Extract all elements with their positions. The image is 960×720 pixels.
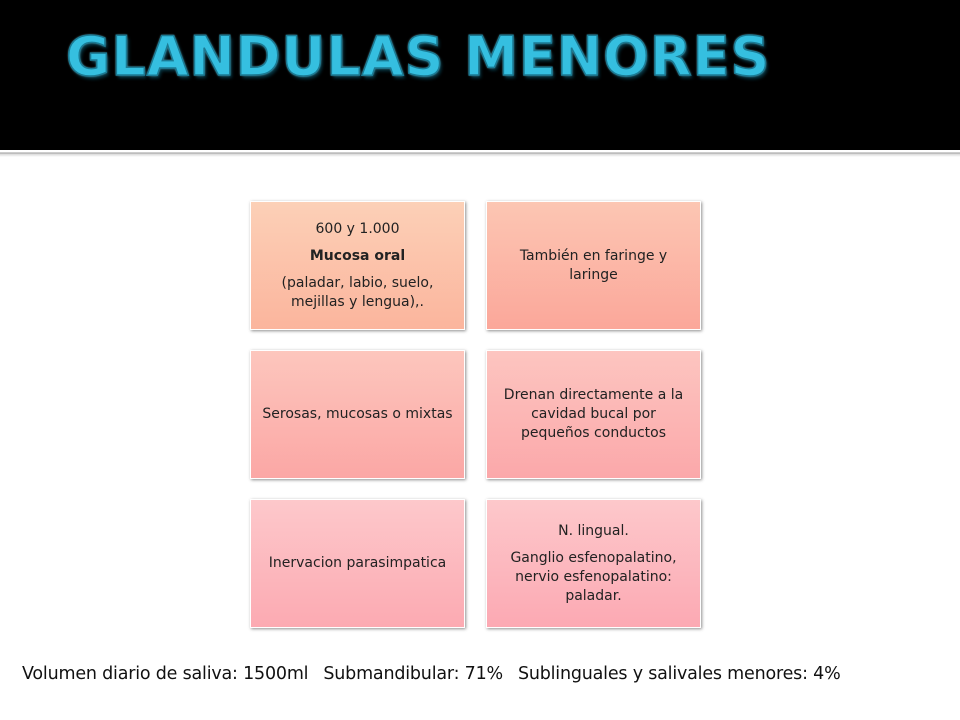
submandibular-text: Submandibular: 71%: [323, 664, 503, 684]
title-banner: [0, 0, 960, 150]
box-innervation: [250, 499, 465, 628]
daily-volume-text: Volumen diario de saliva: 1500ml: [22, 664, 309, 684]
box-text: También en faringe y laringe: [519, 247, 668, 283]
box-drainage: [486, 350, 701, 479]
box-text: Mucosa oral: [309, 247, 406, 264]
box-secretion-type: [250, 350, 465, 479]
box-text: (paladar, labio, suelo, mejillas y lengua),.: [281, 274, 434, 310]
box-nerves: [486, 499, 701, 628]
slide-title: GLANDULAS MENORES: [66, 25, 771, 88]
box-pharynx-larynx: [486, 201, 701, 330]
sublingual-text: Sublinguales y salivales menores: 4%: [517, 664, 841, 684]
saliva-stats: [22, 664, 952, 684]
box-text: N. lingual.: [558, 522, 629, 539]
box-text: Drenan directamente a la cavidad bucal por pequeños conductos: [503, 387, 684, 441]
box-text: Ganglio esfenopalatino, nervio esfenopalatino: paladar.: [510, 549, 677, 604]
header-divider-line: [0, 153, 960, 154]
box-text: 600 y 1.000: [315, 220, 400, 237]
box-count-location: [250, 201, 465, 330]
box-text: Serosas, mucosas o mixtas: [262, 406, 453, 422]
box-text: Inervacion parasimpatica: [268, 555, 447, 571]
